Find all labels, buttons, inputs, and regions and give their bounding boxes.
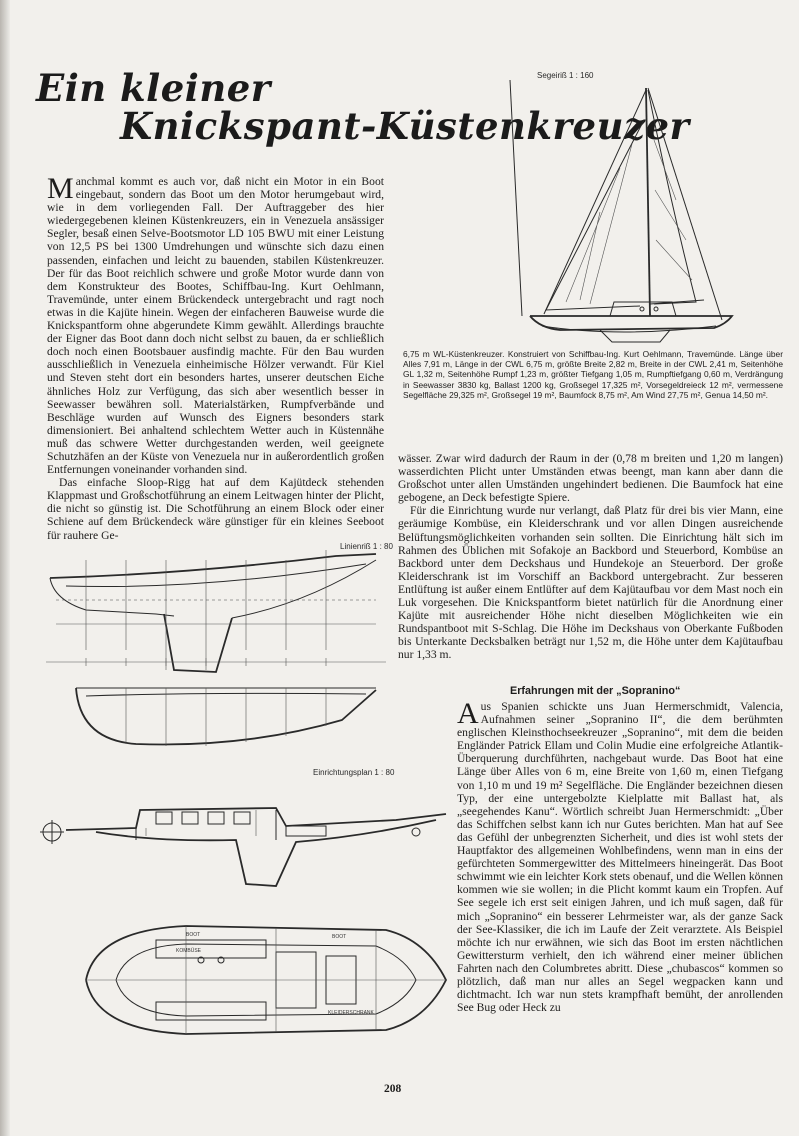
sail-plan-drawing [500,80,770,350]
paragraph: Manchmal kommt es auch vor, daß nicht ein Motor in ein Boot eingebaut, sondern das Boot um den Motor herumgebaut wird, wie in dem vorliegenden Fall. Der Auftraggeber des hier wiedergegebenen kleinen Küstenkreuzers, ein in Venezuela ansässiger Segler, besaß einen Selve-Bootsmotor LD 105 BWU mit einer Leistung von 12,5 PS bei 1300 Umdrehungen und wünschte sich dazu einen passenden, einfachen und leicht zu bauenden, stabilen Küstenkreuzer. Der für das Boot reichlich schwere und große Motor wurde dann von dem Konstrukteur des Bootes, Schiffbau-Ing. Kurt Oehlmann, Travemünde, unter einem Brückendeck untergebracht und ragt noch etwas in die Kajüte hinein. Wegen der einfacheren Bauweise wurde die Knickspantform ohne abgerundete Kimm gewählt. Allerdings brauchte der Eigner das Boot dann doch nicht selbst zu bauen, da er schließlich doch noch einen Bootsbauer ausfindig machte. Für den Bau wurden ausschließlich in Venezuela einheimische Hölzer verwandt. Für Kiel und Steven steht dort ein besonders hartes, unserer deutschen Eiche ähnliches Holz zur Verfügung, das sich aber wesentlich besser in Seewasser bewähren soll. Materialstärken, Rumpfverbände und Beschläge wurden auf Wunsch des Eigners besonders stark dimensioniert. Bei anhaltend schlechtem Wetter auch in Küstennähe muß das schwere Wetter durchgestanden werden, weil geeignete Schutzhäfen an der Küste von Venezuela nur in außerordentlich großen Entfernungen voneinander vorhanden sind. [47,172,384,477]
lines-plan-label: Linienriß 1 : 80 [340,542,393,551]
plan-label-kleiderschrank: KLEIDERSCHRANK [328,1010,374,1016]
article-title-line1: Ein kleiner [36,66,271,110]
left-column-text [47,172,384,542]
paragraph: Für die Einrichtung wurde nur verlangt, daß Platz für drei bis vier Mann, eine geräumige Kombüse, ein Kleiderschrank und vor allen Dingen ausreichende Belüftungsmöglichkeiten vorhanden sein sollten. Die Einrichtung hält sich im Rahmen des Üblichen mit Sofakoje an Backbord und Steuerbord, Kombüse an Backbord unter dem Deckshaus und Hundekoje an Steuerbord. Der große Kleiderschrank ist im Vorschiff an Backbord untergebracht. Zur besseren Entlüftung ist außer einem Entlüfter auf dem Kajütaufbau vor dem Mast noch ein Luk vorgesehen. Die Knickspantform bietet natürlich für die Anordnung einer Kajüte mit ausreichender Höhe nicht dieselben Möglichkeiten wie ein Rundspantboot mit S-Schlag. Die Höhe im Deckshaus von Oberkante Fußboden bis Unterkante Decksbalken beträgt nur 1,52 m, die Höhe unter dem Kajütaufbau nur 1,33 m. [398,504,783,662]
lines-plan-drawing [46,520,396,760]
accommodation-plan-label: Einrichtungsplan 1 : 80 [313,768,395,777]
plan-label-boot-2: BOOT [332,934,347,940]
plan-label-kombuese: KOMBÜSE [176,948,202,954]
paragraph: wässer. Zwar wird dadurch der Raum in der (0,78 m breiten und 1,20 m langen) wasserdichten Plicht unter Umständen etwas beengt, man kann aber dann die Großschot unter allen Umständen ungehindert bedienen. Die Baumfock hat eine gebogene, an Deck befestigte Spiere. [398,452,783,505]
right-column-text-lower [457,697,783,1015]
right-column-text-upper [398,452,783,662]
drop-cap: M [47,172,74,205]
section-heading: Erfahrungen mit der „Sopranino“ [510,685,681,697]
figure-caption: 6,75 m WL-Küstenkreuzer. Konstruiert von Schiffbau-Ing. Kurt Oehlmann, Travemünde. Länge über Alles 7,91 m, Länge in der CWL 6,75 m, größte Breite 2,82 m, Breite in der CWL 2,41 m, Seitenhöhe GL 1,32 m, Seitenhöhe Rumpf 1,23 m, größter Tiefgang 1,05 m, Rumpftiefgang 0,60 m, Verdrängung in Seewasser 3830 kg, Ballast 1200 kg, Großsegel 17,325 m², Vorsegeldreieck 12 m², vermessene Segelfläche 29,325 m², Großsegel 19 m², Baumfock 8,75 m², Am Wind 27,75 m², Genua 14,50 m². [403,349,783,400]
plan-label-boot-1: BOOT [186,932,201,938]
sail-plan-label: Segeiriß 1 : 160 [537,71,594,80]
article-title-line2: Knickspant-Küstenkreuzer [120,104,690,148]
page-fold-shadow [0,0,10,1136]
paragraph: Das einfache Sloop-Rigg hat auf dem Kajütdeck stehenden Klappmast und Großschotführung an einem Leitwagen hinter der Plicht, die nicht so günstig ist. Die Schotführung an einem Block oder einer Schiene auf dem Brückendeck wäre günstiger für ein kleines Seeboot für rauhere Ge- [47,476,384,542]
page-number: 208 [384,1083,402,1095]
drop-cap: A [457,697,479,730]
paragraph: Aus Spanien schickte uns Juan Hermerschmidt, Valencia, Aufnahmen seiner „Sopranino II“, die dem berühmten englischen Kleinsthochseekreuzer „Sopranino“, mit dem die beiden Engländer Patrick Ellam und Colin Mudie eine erfolgreiche Atlantik-Überquerung durchführten, nachgebaut wurde. Das Boot hat eine Länge über Alles von 6 m, eine Breite von 1,60 m, einen Tiefgang von 1,10 m und 19 m² Segelfläche. Die Engländer bezeichnen diesen Typ, der eine untergebolzte Kielplatte mit Ballast hat, als „seegehendes Kanu“. Wörtlich schreibt Juan Hermerschmidt: „Über das Schiffchen selbst kann ich nur Gutes berichten. Man hat auf See das Gefühl der unbegrenzten Sicherheit, und dies ist wohl stets der Hauptfaktor des allgemeinen Wohlbefindens, wenn man in eins der gefürchteten Sommergewitter des Mittelmeers hineingerät. Das Boot schwimmt wie ein leichter Kork stets obenauf, und die Wellen können kommen wie sie wollen; in die Plicht kommt kaum ein Tropfen. Auf See segele ich erst seit einigen Jahren, und ich muß sagen, daß für mich „Sopranino“ ein besserer Lehrmeister war, als der ganze Sack der See-Klassiker, die ich im Laufe der Zeit verarztete. Als Beispiel möchte ich nur erwähnen, wie sich das Boot im ersten nächtlichen Gewittersturm verhielt, den ich während einer meiner üblichen Fahrten nach den Columbretes abritt. Diese „chubascos“ kommen so plötzlich, daß man nur alles an Segel wegpacken kann und dichtmacht. Ich war nun stets krampfhaft bemüht, der anrollenden See Bug oder Heck zu [457,697,783,1015]
accommodation-plan-drawing [36,780,456,1070]
